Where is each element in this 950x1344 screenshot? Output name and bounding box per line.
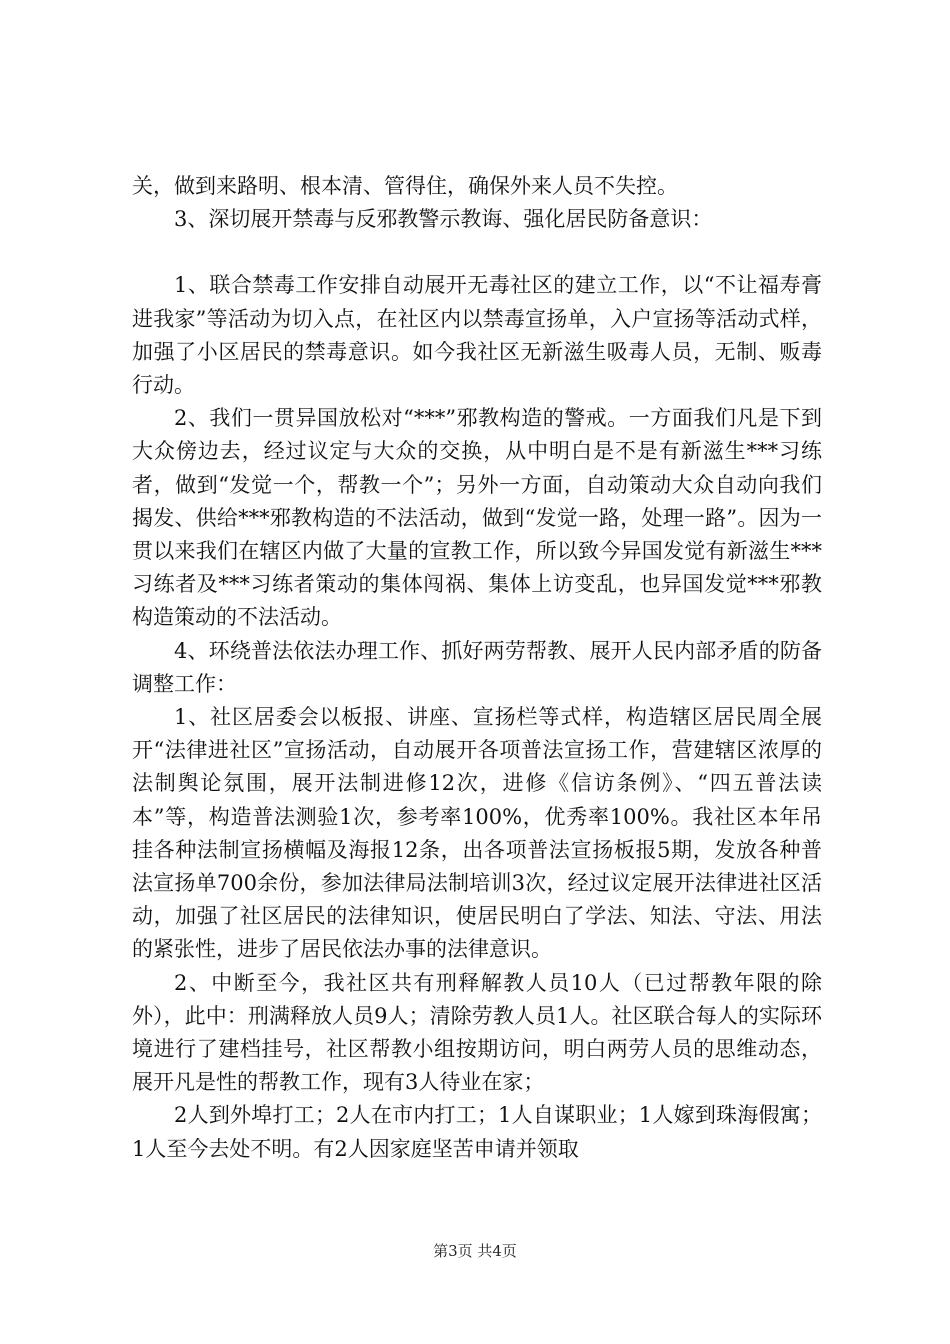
paragraph-legal-education: 1、社区居委会以板报、讲座、宣扬栏等式样，构造辖区居民周全展开“法律进社区”宣扬活动，自动展开各项普法宣扬工作，营建辖区浓厚的法制舆论氛围，展开法制进修12次，进修《信访条例》、“四五普法读本”等，构造普法测验1次，参考率100%，优秀率100%。我社区本年吊挂各种法制宣扬横幅及海报12条，出各项普法宣扬板报5期，发放各种普法宣扬单700余份，参加法律局法制培训3次，经过议定展开法律进社区活动，加强了社区居民的法律知识，使居民明白了学法、知法、守法、用法的紧张性，进步了居民依法办事的法律意识。 [132, 705, 822, 962]
paragraph-section-3-heading: 3、深切展开禁毒与反邪教警示教诲、强化居民防备意识： [174, 207, 713, 232]
paragraph-released-persons: 2、中断至今，我社区共有刑释解教人员10人（已过帮教年限的除外），此中：刑满释放人员9人；清除劳教人员1人。社区联合每人的实际环境进行了建档挂号，社区帮教小组按期访问，明白两劳人员的思维动态，展开凡是性的帮教工作，现有3人待业在家； [132, 970, 822, 1095]
paragraph-employment-status: 2人到外埠打工；2人在市内打工；1人自谋职业；1人嫁到珠海假寓；1人至今去处不明。有2人因家庭坚苦申请并领取 [132, 1103, 822, 1161]
paragraph-anti-drug: 1、联合禁毒工作安排自动展开无毒社区的建立工作，以“不让福寿膏进我家”等活动为切入点，在社区内以禁毒宣扬单，入户宣扬等活动式样，加强了小区居民的禁毒意识。如今我社区无新滋生吸毒人员，无制、贩毒行动。 [132, 273, 822, 398]
paragraph-section-4-heading: 4、环绕普法依法办理工作、抓好两劳帮教、展开人民内部矛盾的防备调整工作： [132, 638, 822, 696]
paragraph-continuation: 关，做到来路明、根本清、管得住，确保外来人员不失控。 [132, 174, 678, 198]
paragraph-anti-cult: 2、我们一贯异国放松对“***”邪教构造的警戒。一方面我们凡是下到大众傍边去，经过议定与大众的交换，从中明白是不是有新滋生***习练者，做到“发觉一个，帮教一个”；另外一方面，自动策动大众自动向我们揭发、供给***邪教构造的不法活动，做到“发觉一路，处理一路”。因为一贯以来我们在辖区内做了大量的宣教工作，所以致今异国发觉有新滋生***习练者及***习练者策动的集体闯祸、集体上访变乱，也异国发觉***邪教构造策动的不法活动。 [132, 406, 822, 630]
document-body [132, 170, 822, 1166]
page-number-footer: 第3页 共4页 [433, 1242, 517, 1260]
